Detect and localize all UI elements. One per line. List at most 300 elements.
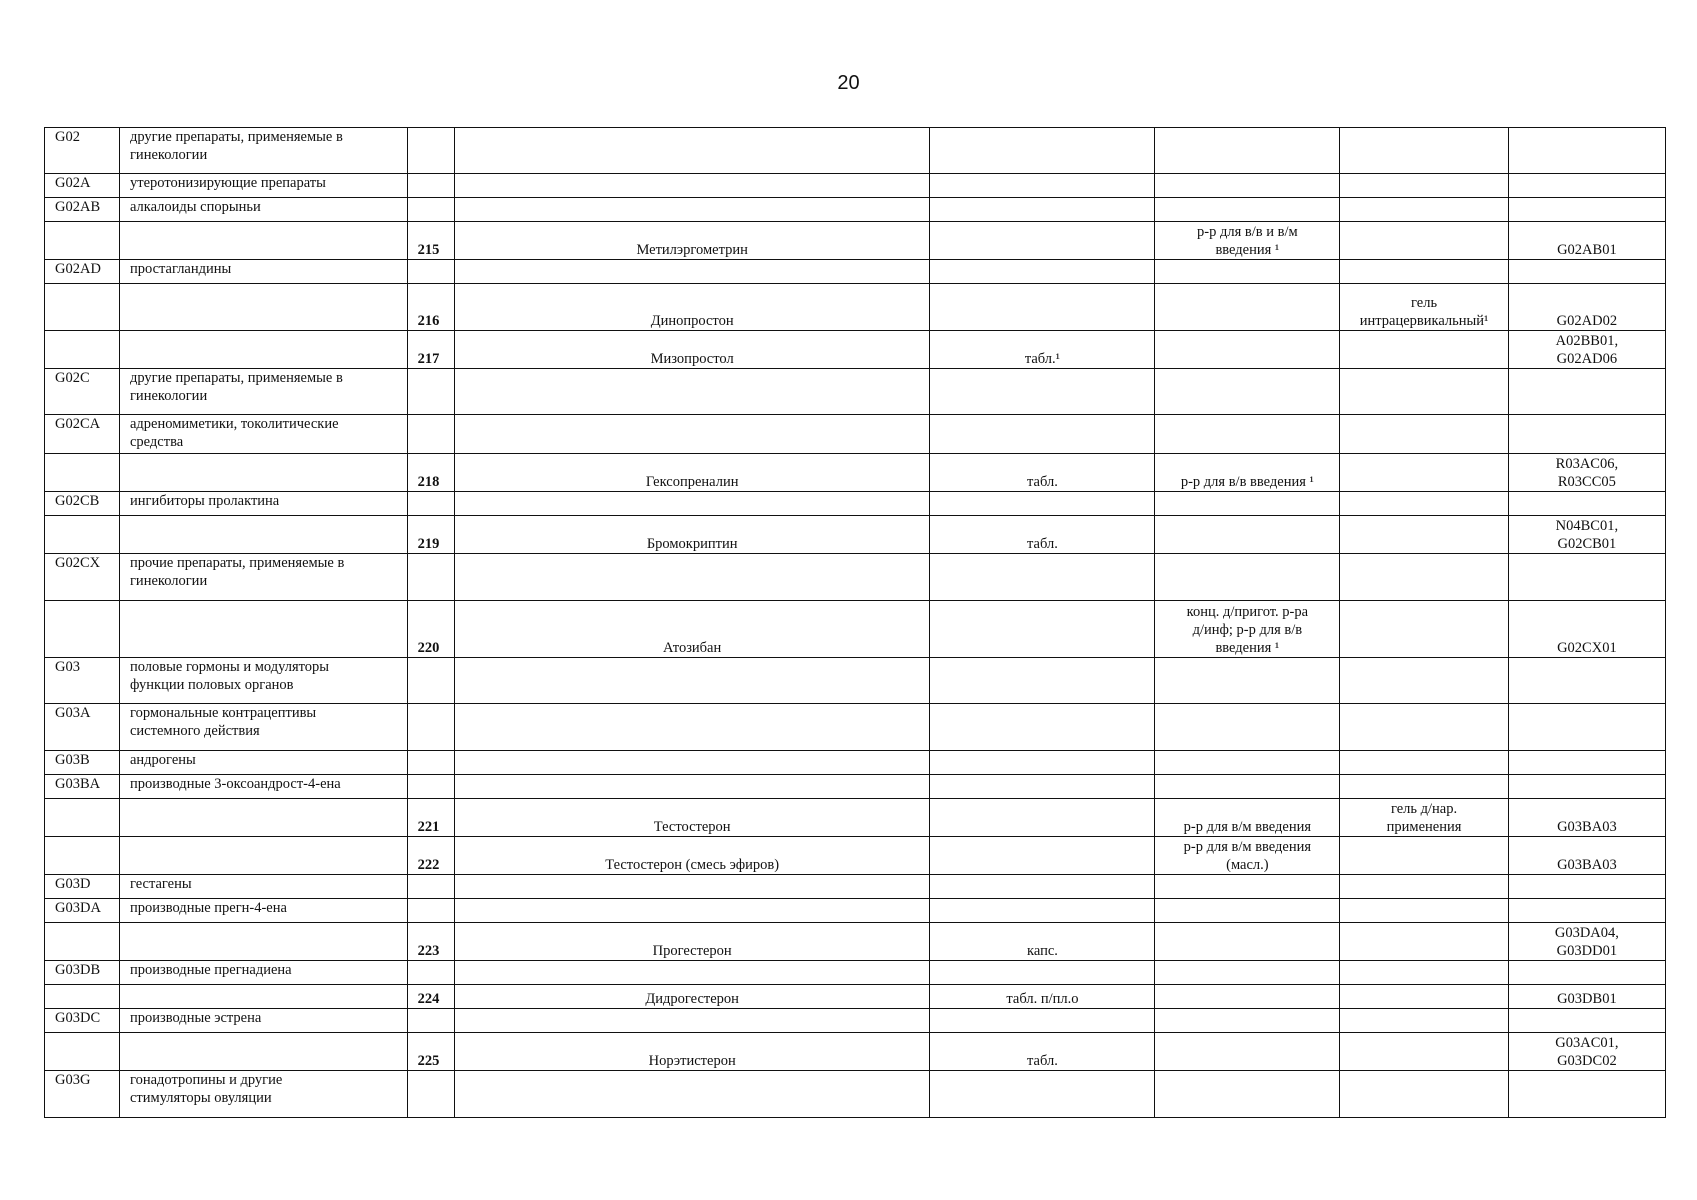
empty-cell xyxy=(119,516,407,554)
oral-form xyxy=(930,799,1155,837)
drug-number-text: 225 xyxy=(417,1053,440,1069)
empty-cell xyxy=(1155,174,1340,198)
atc-group-description-text: гонадотропины и другие стимуляторы овуляции xyxy=(129,1072,283,1106)
oral-form-text: табл. п/пл.о xyxy=(1006,991,1079,1007)
empty-cell xyxy=(45,837,120,875)
atc-group-description-text: ингибиторы пролактина xyxy=(129,493,280,509)
injection-form xyxy=(1155,1033,1340,1071)
drug-name-text: Мизопростол xyxy=(650,351,734,367)
atc-code xyxy=(1508,985,1665,1009)
empty-cell xyxy=(1508,198,1665,222)
empty-cell xyxy=(1155,961,1340,985)
empty-cell xyxy=(1155,1009,1340,1033)
atc-group-code-text: G02CA xyxy=(55,416,101,432)
empty-cell xyxy=(407,415,454,454)
atc-group-description xyxy=(119,369,407,415)
atc-group-code xyxy=(45,128,120,174)
injection-form xyxy=(1155,284,1340,331)
oral-form xyxy=(930,222,1155,260)
empty-cell xyxy=(407,369,454,415)
drug-number-text: 217 xyxy=(417,351,440,367)
empty-cell xyxy=(930,198,1155,222)
atc-code-text: A02BB01, G02AD06 xyxy=(1555,333,1619,367)
drug-name xyxy=(454,601,930,658)
empty-cell xyxy=(454,492,930,516)
drug-number xyxy=(407,923,454,961)
atc-group-description xyxy=(119,198,407,222)
atc-code-text: G03AC01, G03DC02 xyxy=(1555,1035,1619,1069)
drug-number-text: 223 xyxy=(417,943,440,959)
other-form xyxy=(1340,799,1508,837)
drug-row xyxy=(45,1033,1666,1071)
empty-cell xyxy=(45,923,120,961)
drug-number xyxy=(407,454,454,492)
empty-cell xyxy=(1508,704,1665,751)
oral-form xyxy=(930,923,1155,961)
empty-cell xyxy=(930,875,1155,899)
other-form xyxy=(1340,284,1508,331)
other-form xyxy=(1340,331,1508,369)
drug-row xyxy=(45,601,1666,658)
atc-group-code xyxy=(45,961,120,985)
atc-group-code-text: G03DC xyxy=(55,1010,101,1026)
empty-cell xyxy=(454,369,930,415)
injection-form-text: конц. д/пригот. р-ра д/инф; р-р для в/в введения ¹ xyxy=(1186,604,1309,656)
empty-cell xyxy=(119,985,407,1009)
atc-code xyxy=(1508,923,1665,961)
other-form xyxy=(1340,222,1508,260)
drug-number-text: 218 xyxy=(417,474,440,490)
empty-cell xyxy=(45,222,120,260)
empty-cell xyxy=(1340,704,1508,751)
atc-group-code-text: G02A xyxy=(55,175,91,191)
empty-cell xyxy=(1340,961,1508,985)
atc-group-description-text: половые гормоны и модуляторы функции половых органов xyxy=(129,659,330,693)
drug-name xyxy=(454,454,930,492)
group-row xyxy=(45,751,1666,775)
empty-cell xyxy=(407,554,454,601)
atc-group-code xyxy=(45,198,120,222)
atc-group-description-text: производные прегнадиена xyxy=(129,962,292,978)
empty-cell xyxy=(1155,875,1340,899)
empty-cell xyxy=(1508,174,1665,198)
atc-group-description-text: гормональные контрацептивы системного действия xyxy=(129,705,317,739)
atc-code-text: G03DA04, G03DD01 xyxy=(1554,925,1619,959)
atc-code-text: N04BC01, G02CB01 xyxy=(1555,518,1619,552)
atc-group-code-text: G03DB xyxy=(55,962,101,978)
other-form-text: гель д/нар. применения xyxy=(1386,801,1462,835)
empty-cell xyxy=(930,1071,1155,1118)
group-row xyxy=(45,260,1666,284)
atc-group-code-text: G03G xyxy=(55,1072,91,1088)
empty-cell xyxy=(454,751,930,775)
empty-cell xyxy=(45,601,120,658)
atc-code-text: G02AB01 xyxy=(1557,242,1617,258)
other-form xyxy=(1340,516,1508,554)
page-number: 20 xyxy=(837,72,860,94)
drug-row xyxy=(45,799,1666,837)
empty-cell xyxy=(930,658,1155,704)
atc-group-description xyxy=(119,658,407,704)
group-row xyxy=(45,369,1666,415)
atc-group-description-text: алкалоиды спорыньи xyxy=(129,199,261,215)
drug-row xyxy=(45,985,1666,1009)
drug-number-text: 216 xyxy=(417,313,440,329)
atc-group-code-text: G03D xyxy=(55,876,91,892)
empty-cell xyxy=(1340,751,1508,775)
empty-cell xyxy=(454,554,930,601)
empty-cell xyxy=(454,415,930,454)
atc-code-text: G03BA03 xyxy=(1557,857,1617,873)
group-row xyxy=(45,128,1666,174)
atc-code xyxy=(1508,331,1665,369)
drug-name xyxy=(454,284,930,331)
empty-cell xyxy=(1508,899,1665,923)
empty-cell xyxy=(1155,899,1340,923)
empty-cell xyxy=(407,174,454,198)
drug-name-text: Прогестерон xyxy=(652,943,732,959)
other-form xyxy=(1340,985,1508,1009)
group-row xyxy=(45,1071,1666,1118)
atc-group-description xyxy=(119,1071,407,1118)
empty-cell xyxy=(1340,174,1508,198)
atc-group-code-text: G03B xyxy=(55,752,90,768)
drug-name-text: Дидрогестерон xyxy=(645,991,739,1007)
other-form xyxy=(1340,454,1508,492)
empty-cell xyxy=(407,875,454,899)
atc-group-code xyxy=(45,174,120,198)
atc-group-code-text: G03A xyxy=(55,705,91,721)
group-row xyxy=(45,775,1666,799)
empty-cell xyxy=(1508,1071,1665,1118)
empty-cell xyxy=(1508,369,1665,415)
empty-cell xyxy=(454,198,930,222)
empty-cell xyxy=(1508,492,1665,516)
drug-row xyxy=(45,516,1666,554)
drug-number xyxy=(407,799,454,837)
empty-cell xyxy=(407,658,454,704)
drug-number-text: 215 xyxy=(417,242,440,258)
empty-cell xyxy=(119,837,407,875)
empty-cell xyxy=(1155,492,1340,516)
empty-cell xyxy=(454,658,930,704)
empty-cell xyxy=(1340,128,1508,174)
group-row xyxy=(45,875,1666,899)
empty-cell xyxy=(454,961,930,985)
empty-cell xyxy=(1155,128,1340,174)
empty-cell xyxy=(119,331,407,369)
empty-cell xyxy=(119,923,407,961)
empty-cell xyxy=(930,174,1155,198)
atc-group-description-text: простагландины xyxy=(129,261,232,277)
oral-form xyxy=(930,331,1155,369)
atc-code xyxy=(1508,222,1665,260)
other-form xyxy=(1340,601,1508,658)
other-form xyxy=(1340,923,1508,961)
atc-code xyxy=(1508,1033,1665,1071)
empty-cell xyxy=(1340,1071,1508,1118)
injection-form xyxy=(1155,923,1340,961)
empty-cell xyxy=(454,174,930,198)
atc-group-description-text: прочие препараты, применяемые в гинекологии xyxy=(129,555,345,589)
empty-cell xyxy=(407,704,454,751)
atc-group-description-text: производные эстрена xyxy=(129,1010,262,1026)
atc-code xyxy=(1508,837,1665,875)
empty-cell xyxy=(1155,658,1340,704)
group-row xyxy=(45,174,1666,198)
atc-group-code xyxy=(45,775,120,799)
empty-cell xyxy=(1508,658,1665,704)
atc-group-description-text: гестагены xyxy=(129,876,192,892)
drug-number xyxy=(407,985,454,1009)
drug-number-text: 219 xyxy=(417,536,440,552)
drug-name-text: Тестостерон (смесь эфиров) xyxy=(605,857,780,873)
atc-group-description xyxy=(119,751,407,775)
injection-form xyxy=(1155,222,1340,260)
atc-group-description xyxy=(119,1009,407,1033)
injection-form-text: р-р для в/м введения xyxy=(1183,819,1312,835)
atc-group-description xyxy=(119,775,407,799)
empty-cell xyxy=(454,875,930,899)
atc-group-code xyxy=(45,554,120,601)
empty-cell xyxy=(1508,875,1665,899)
other-form-text: гель интрацервикальный¹ xyxy=(1359,295,1489,329)
empty-cell xyxy=(930,1009,1155,1033)
empty-cell xyxy=(1340,554,1508,601)
empty-cell xyxy=(454,899,930,923)
drug-number-text: 222 xyxy=(417,857,440,873)
empty-cell xyxy=(1155,751,1340,775)
oral-form-text: капс. xyxy=(1027,943,1058,959)
drug-number xyxy=(407,331,454,369)
oral-form xyxy=(930,985,1155,1009)
drug-classification-table xyxy=(44,127,1666,1118)
drug-name-text: Тестостерон xyxy=(653,819,731,835)
atc-code xyxy=(1508,284,1665,331)
empty-cell xyxy=(1508,260,1665,284)
group-row xyxy=(45,554,1666,601)
empty-cell xyxy=(45,284,120,331)
empty-cell xyxy=(119,601,407,658)
drug-name xyxy=(454,923,930,961)
atc-group-code-text: G02CX xyxy=(55,555,101,571)
atc-group-description-text: другие препараты, применяемые в гинекологии xyxy=(129,370,343,404)
group-row xyxy=(45,1009,1666,1033)
empty-cell xyxy=(407,961,454,985)
empty-cell xyxy=(407,899,454,923)
drug-number-text: 220 xyxy=(417,640,440,656)
drug-name-text: Гексопреналин xyxy=(645,474,739,490)
injection-form xyxy=(1155,837,1340,875)
injection-form xyxy=(1155,454,1340,492)
injection-form-text: р-р для в/в и в/м введения ¹ xyxy=(1197,224,1298,258)
other-form xyxy=(1340,1033,1508,1071)
empty-cell xyxy=(930,369,1155,415)
atc-group-code-text: G03 xyxy=(55,659,80,675)
atc-code xyxy=(1508,516,1665,554)
empty-cell xyxy=(930,899,1155,923)
atc-group-description xyxy=(119,415,407,454)
atc-group-code-text: G02CB xyxy=(55,493,100,509)
atc-group-code-text: G03BA xyxy=(55,776,101,792)
atc-code-text: G02CX01 xyxy=(1557,640,1617,656)
empty-cell xyxy=(454,260,930,284)
empty-cell xyxy=(1340,775,1508,799)
atc-group-description xyxy=(119,704,407,751)
oral-form-text: табл. xyxy=(1027,1053,1058,1069)
drug-name xyxy=(454,222,930,260)
empty-cell xyxy=(45,454,120,492)
empty-cell xyxy=(1508,775,1665,799)
drug-number xyxy=(407,284,454,331)
atc-group-code-text: G02AD xyxy=(55,261,101,277)
drug-name-text: Динопростон xyxy=(650,313,734,329)
atc-group-code xyxy=(45,260,120,284)
oral-form-text: табл.¹ xyxy=(1024,351,1061,367)
empty-cell xyxy=(407,260,454,284)
atc-code xyxy=(1508,799,1665,837)
injection-form-text: р-р для в/в введения ¹ xyxy=(1180,474,1314,490)
empty-cell xyxy=(1155,260,1340,284)
empty-cell xyxy=(1340,899,1508,923)
empty-cell xyxy=(1155,198,1340,222)
empty-cell xyxy=(45,985,120,1009)
empty-cell xyxy=(930,704,1155,751)
drug-name-text: Метилэргометрин xyxy=(636,242,748,258)
atc-group-code xyxy=(45,751,120,775)
atc-group-code-text: G02AB xyxy=(55,199,101,215)
empty-cell xyxy=(1340,1009,1508,1033)
empty-cell xyxy=(45,516,120,554)
empty-cell xyxy=(930,492,1155,516)
injection-form-text: р-р для в/м введения (масл.) xyxy=(1183,839,1312,873)
group-row xyxy=(45,658,1666,704)
empty-cell xyxy=(1155,369,1340,415)
empty-cell xyxy=(1340,198,1508,222)
empty-cell xyxy=(1155,1071,1340,1118)
empty-cell xyxy=(454,1009,930,1033)
empty-cell xyxy=(454,1071,930,1118)
empty-cell xyxy=(45,331,120,369)
group-row xyxy=(45,899,1666,923)
oral-form xyxy=(930,454,1155,492)
atc-group-code xyxy=(45,875,120,899)
atc-code xyxy=(1508,454,1665,492)
empty-cell xyxy=(454,128,930,174)
empty-cell xyxy=(1340,492,1508,516)
drug-number xyxy=(407,601,454,658)
atc-group-description xyxy=(119,128,407,174)
injection-form xyxy=(1155,985,1340,1009)
drug-row xyxy=(45,837,1666,875)
drug-name-text: Норэтистерон xyxy=(648,1053,736,1069)
atc-group-description xyxy=(119,875,407,899)
drug-name-text: Бромокриптин xyxy=(646,536,738,552)
empty-cell xyxy=(407,775,454,799)
atc-group-description-text: утеротонизирующие препараты xyxy=(129,175,326,191)
empty-cell xyxy=(1340,415,1508,454)
drug-name-text: Атозибан xyxy=(663,640,722,656)
empty-cell xyxy=(407,1071,454,1118)
empty-cell xyxy=(1155,775,1340,799)
empty-cell xyxy=(1155,415,1340,454)
empty-cell xyxy=(930,961,1155,985)
empty-cell xyxy=(119,284,407,331)
drug-row xyxy=(45,222,1666,260)
oral-form-text: табл. xyxy=(1027,536,1058,552)
drug-row xyxy=(45,923,1666,961)
empty-cell xyxy=(1508,751,1665,775)
injection-form xyxy=(1155,601,1340,658)
drug-name xyxy=(454,985,930,1009)
atc-group-code xyxy=(45,658,120,704)
atc-group-code xyxy=(45,1071,120,1118)
injection-form xyxy=(1155,799,1340,837)
empty-cell xyxy=(930,554,1155,601)
empty-cell xyxy=(407,128,454,174)
empty-cell xyxy=(119,799,407,837)
atc-group-description xyxy=(119,554,407,601)
drug-row xyxy=(45,454,1666,492)
empty-cell xyxy=(930,415,1155,454)
atc-group-code xyxy=(45,415,120,454)
atc-code-text: G03DB01 xyxy=(1557,991,1617,1007)
empty-cell xyxy=(1508,128,1665,174)
atc-group-description xyxy=(119,260,407,284)
empty-cell xyxy=(1340,658,1508,704)
atc-group-description-text: адреномиметики, токолитические средства xyxy=(129,416,339,450)
empty-cell xyxy=(407,492,454,516)
empty-cell xyxy=(119,454,407,492)
empty-cell xyxy=(1340,369,1508,415)
empty-cell xyxy=(119,1033,407,1071)
oral-form xyxy=(930,284,1155,331)
drug-number-text: 221 xyxy=(417,819,440,835)
empty-cell xyxy=(1508,554,1665,601)
group-row xyxy=(45,704,1666,751)
drug-name xyxy=(454,1033,930,1071)
drug-name xyxy=(454,837,930,875)
group-row xyxy=(45,961,1666,985)
empty-cell xyxy=(407,198,454,222)
atc-group-description xyxy=(119,961,407,985)
atc-group-description-text: андрогены xyxy=(129,752,196,768)
drug-name xyxy=(454,799,930,837)
atc-group-code-text: G03DA xyxy=(55,900,101,916)
injection-form xyxy=(1155,331,1340,369)
atc-code-text: G03BA03 xyxy=(1557,819,1617,835)
empty-cell xyxy=(407,1009,454,1033)
drug-number xyxy=(407,837,454,875)
injection-form xyxy=(1155,516,1340,554)
drug-number xyxy=(407,516,454,554)
drug-name xyxy=(454,516,930,554)
atc-group-description xyxy=(119,174,407,198)
empty-cell xyxy=(454,775,930,799)
oral-form xyxy=(930,601,1155,658)
empty-cell xyxy=(930,260,1155,284)
group-row xyxy=(45,492,1666,516)
empty-cell xyxy=(1340,875,1508,899)
drug-number-text: 224 xyxy=(417,991,440,1007)
drug-name xyxy=(454,331,930,369)
atc-code-text: G02AD02 xyxy=(1556,313,1618,329)
atc-group-description-text: производные 3-оксоандрост-4-ена xyxy=(129,776,341,792)
empty-cell xyxy=(930,128,1155,174)
empty-cell xyxy=(45,1033,120,1071)
drug-number xyxy=(407,222,454,260)
empty-cell xyxy=(407,751,454,775)
